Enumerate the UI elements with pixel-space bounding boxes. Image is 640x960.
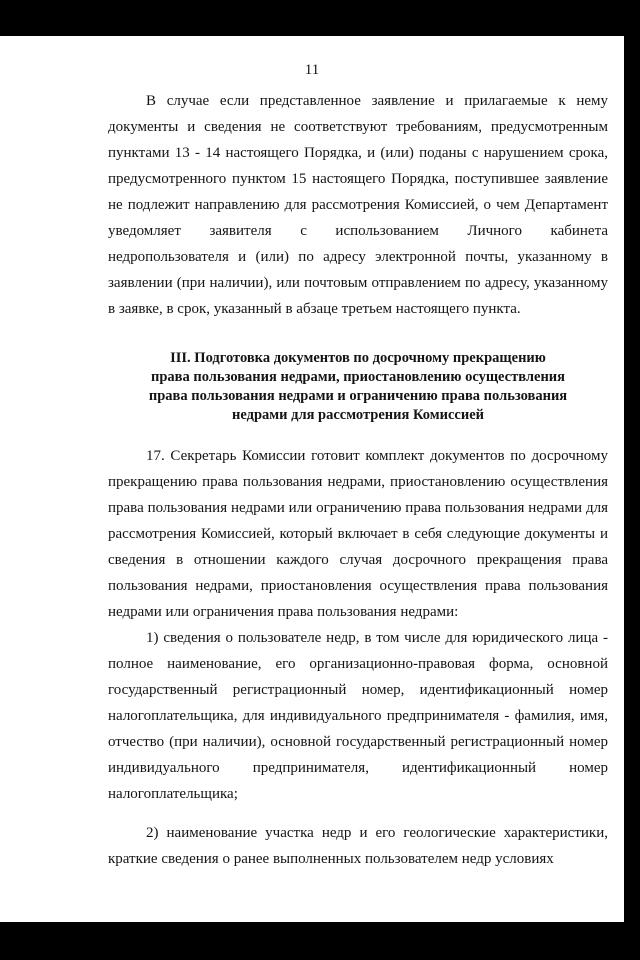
list-item-1: 1) сведения о пользователе недр, в том числе для юридического лица - полное наименование, его организационно-правовая форма, основной государственный регистрационный номер, идентификационный номер налогоплательщика, для индивидуального предпринимателя - фамилия, имя, отчество (при наличии), основной государственный регистрационный номер индивидуального предпринимателя, идентификационный номер налогоплательщика; [108, 630, 608, 802]
section-heading-line-2: права пользования недрами, приостановлению осуществления [150, 369, 565, 385]
section-heading-line-4: недрами для рассмотрения Комиссией [232, 407, 484, 423]
paragraph-17: 17. Секретарь Комиссии готовит комплект документов по досрочному прекращению права пользования недрами, приостановлению осуществления права пользования недрами или ограничению права пользования недрами для рассмотрения Комиссией, который включает в себя следующие документы и сведения в отношении каждого случая досрочного прекращения права пользования недрами, приостановления осуществления права пользования недрами или ограничения права пользования недрами: [108, 448, 608, 620]
section-heading-line-1: III. Подготовка документов по досрочному прекращению [170, 350, 546, 366]
document-page [0, 36, 624, 922]
section-heading-line-3: права пользования недрами и ограничению права пользования [148, 388, 568, 404]
page-number: 11 [304, 62, 320, 78]
section-heading [108, 349, 608, 425]
list-item-2: 2) наименование участка недр и его геологические характеристики, краткие сведения о ранее выполненных пользователем недр условиях [108, 825, 608, 867]
paragraph-16-continuation: В случае если представленное заявление и прилагаемые к нему документы и сведения не соответствуют требованиям, предусмотренным пунктами 13 - 14 настоящего Порядка, и (или) поданы с нарушением срока, предусмотренного пунктом 15 настоящего Порядка, поступившее заявление не подлежит направлению для рассмотрения Комиссией, о чем Департамент уведомляет заявителя с использованием Личного кабинета недропользователя и (или) по адресу электронной почты, указанному в заявлении (при наличии), или почтовым отправлением по адресу, указанному в заявке, в срок, указанный в абзаце третьем настоящего пункта. [108, 93, 608, 317]
